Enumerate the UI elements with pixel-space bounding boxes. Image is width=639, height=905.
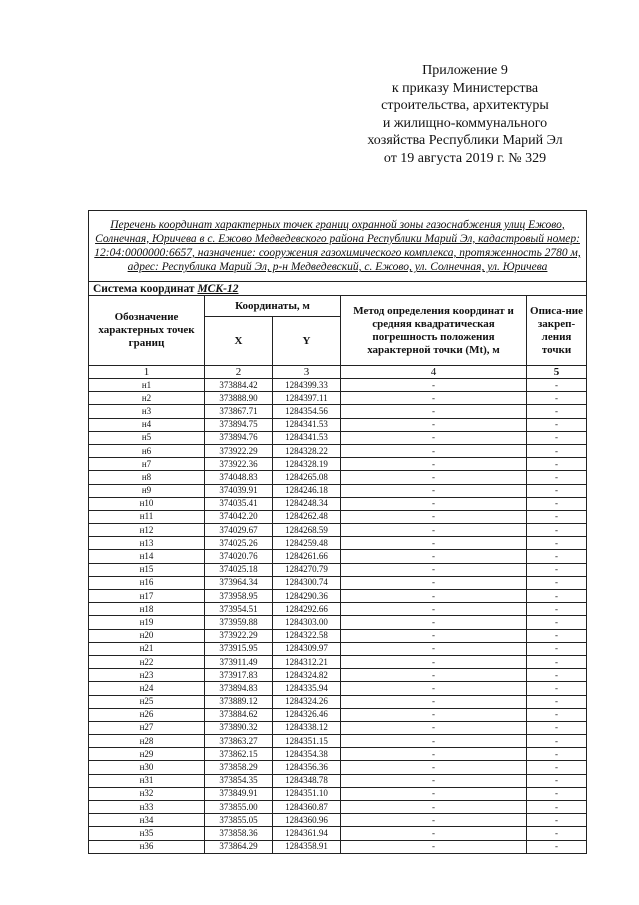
point-method: - [341,774,527,787]
point-description: - [527,431,587,444]
point-y: 1284259.48 [273,537,341,550]
table-row [89,669,587,682]
point-designation: н8 [89,471,205,484]
point-x: 373959.88 [205,616,273,629]
point-x: 373862.15 [205,748,273,761]
point-x: 373884.62 [205,708,273,721]
point-designation: н16 [89,576,205,589]
point-designation: н27 [89,721,205,734]
point-method: - [341,735,527,748]
point-description: - [527,682,587,695]
table-row [89,616,587,629]
point-description: - [527,774,587,787]
point-designation: н13 [89,537,205,550]
point-designation: н9 [89,484,205,497]
point-description: - [527,801,587,814]
point-description: - [527,392,587,405]
point-description: - [527,735,587,748]
point-designation: н1 [89,379,205,392]
point-x: 373917.83 [205,669,273,682]
point-x: 373889.12 [205,695,273,708]
table-row [89,708,587,721]
point-description: - [527,550,587,563]
table-row [89,761,587,774]
point-x: 373954.51 [205,603,273,616]
table-row [89,801,587,814]
point-description: - [527,590,587,603]
point-method: - [341,510,527,523]
point-method: - [341,418,527,431]
point-x: 373894.76 [205,431,273,444]
table-row [89,379,587,392]
header-coordinates: Координаты, м [205,296,341,317]
point-designation: н26 [89,708,205,721]
point-description: - [527,444,587,457]
point-y: 1284270.79 [273,563,341,576]
table-row [89,655,587,668]
point-method: - [341,576,527,589]
point-method: - [341,563,527,576]
point-designation: н5 [89,431,205,444]
point-description: - [527,642,587,655]
point-designation: н35 [89,827,205,840]
point-method: - [341,708,527,721]
point-method: - [341,405,527,418]
point-description: - [527,379,587,392]
header-x: X [205,317,273,366]
table-row [89,497,587,510]
point-designation: н19 [89,616,205,629]
point-y: 1284358.91 [273,840,341,853]
point-y: 1284338.12 [273,721,341,734]
point-y: 1284361.94 [273,827,341,840]
point-designation: н32 [89,787,205,800]
table-row [89,576,587,589]
point-description: - [527,748,587,761]
point-y: 1284303.00 [273,616,341,629]
table-row [89,735,587,748]
point-x: 374039.91 [205,484,273,497]
point-y: 1284290.36 [273,590,341,603]
table-row [89,774,587,787]
point-y: 1284399.33 [273,379,341,392]
point-designation: н31 [89,774,205,787]
point-y: 1284326.46 [273,708,341,721]
table-row [89,431,587,444]
point-method: - [341,695,527,708]
point-x: 374048.83 [205,471,273,484]
point-y: 1284360.96 [273,814,341,827]
point-designation: н14 [89,550,205,563]
point-y: 1284248.34 [273,497,341,510]
point-y: 1284261.66 [273,550,341,563]
header-y: Y [273,317,341,366]
point-method: - [341,682,527,695]
point-description: - [527,603,587,616]
point-x: 373863.27 [205,735,273,748]
table-row [89,840,587,853]
point-y: 1284246.18 [273,484,341,497]
point-x: 373964.34 [205,576,273,589]
point-x: 374025.26 [205,537,273,550]
point-description: - [527,405,587,418]
table-row [89,524,587,537]
point-x: 373855.00 [205,801,273,814]
point-designation: н4 [89,418,205,431]
point-method: - [341,471,527,484]
point-designation: н17 [89,590,205,603]
point-description: - [527,787,587,800]
point-x: 374035.41 [205,497,273,510]
point-designation: н20 [89,629,205,642]
point-method: - [341,524,527,537]
point-method: - [341,629,527,642]
point-x: 373884.42 [205,379,273,392]
point-designation: н24 [89,682,205,695]
point-method: - [341,379,527,392]
point-y: 1284265.08 [273,471,341,484]
point-designation: н23 [89,669,205,682]
point-method: - [341,537,527,550]
header-designation: Обозначение характерных точек границ [89,296,205,366]
table-row [89,510,587,523]
point-designation: н15 [89,563,205,576]
point-y: 1284328.22 [273,444,341,457]
table-row [89,392,587,405]
point-method: - [341,431,527,444]
point-description: - [527,484,587,497]
table-row [89,682,587,695]
point-x: 373911.49 [205,655,273,668]
point-designation: н11 [89,510,205,523]
table-row [89,787,587,800]
point-x: 374025.18 [205,563,273,576]
point-x: 373922.29 [205,629,273,642]
point-x: 373888.90 [205,392,273,405]
annex-header [330,62,600,167]
point-y: 1284341.53 [273,431,341,444]
point-designation: н30 [89,761,205,774]
table-row [89,418,587,431]
table-caption: Перечень координат характерных точек границ охранной зоны газоснабжения улиц Ежово, Солнечная, Юричева в с. Ежово Медведевского района Республики Марий Эл, кадастровый номер: 12:04:0000000:6657, назначение: сооружения газохимического комплекса, протяженность 2780 м, адрес: Республика Марий Эл, р-н Медведевский, с. Ежово, ул. Солнечная, ул. Юричева [89,211,587,282]
point-method: - [341,721,527,734]
coordinate-system: Система координат МСК-12 [89,282,587,296]
point-y: 1284268.59 [273,524,341,537]
table-row [89,563,587,576]
point-method: - [341,748,527,761]
point-method: - [341,603,527,616]
point-description: - [527,814,587,827]
point-x: 374020.76 [205,550,273,563]
point-x: 373858.29 [205,761,273,774]
point-designation: н6 [89,444,205,457]
annex-line: строительства, архитектуры [381,98,549,113]
point-y: 1284351.15 [273,735,341,748]
table-row [89,444,587,457]
point-y: 1284312.21 [273,655,341,668]
annex-line: к приказу Министерства [391,80,539,96]
point-designation: н21 [89,642,205,655]
annex-line: Приложение 9 [422,63,508,78]
point-description: - [527,827,587,840]
point-method: - [341,840,527,853]
point-method: - [341,814,527,827]
point-designation: н25 [89,695,205,708]
point-description: - [527,669,587,682]
point-method: - [341,590,527,603]
point-y: 1284322.58 [273,629,341,642]
point-x: 373958.95 [205,590,273,603]
point-y: 1284309.97 [273,642,341,655]
point-description: - [527,695,587,708]
point-designation: н33 [89,801,205,814]
point-description: - [527,458,587,471]
point-description: - [527,563,587,576]
table-row [89,603,587,616]
annex-line: хозяйства Республики Марий Эл [367,133,563,148]
point-x: 373849.91 [205,787,273,800]
table-row [89,590,587,603]
point-method: - [341,444,527,457]
point-description: - [527,524,587,537]
point-x: 373858.36 [205,827,273,840]
point-x: 374029.67 [205,524,273,537]
point-y: 1284300.74 [273,576,341,589]
point-y: 1284324.26 [273,695,341,708]
point-y: 1284354.56 [273,405,341,418]
point-description: - [527,497,587,510]
point-method: - [341,655,527,668]
point-description: - [527,840,587,853]
point-method: - [341,761,527,774]
table-row [89,695,587,708]
table-row [89,629,587,642]
point-designation: н18 [89,603,205,616]
point-y: 1284360.87 [273,801,341,814]
table-row [89,550,587,563]
point-description: - [527,629,587,642]
point-designation: н34 [89,814,205,827]
point-method: - [341,484,527,497]
point-x: 373854.35 [205,774,273,787]
column-number: 4 [341,366,527,379]
coordinate-system-value: МСК-12 [197,282,239,295]
point-method: - [341,392,527,405]
point-x: 374042.20 [205,510,273,523]
point-x: 373922.36 [205,458,273,471]
point-designation: н36 [89,840,205,853]
point-y: 1284341.53 [273,418,341,431]
point-description: - [527,576,587,589]
point-method: - [341,616,527,629]
point-x: 373864.29 [205,840,273,853]
point-x: 373855.05 [205,814,273,827]
table-row [89,721,587,734]
table-row [89,748,587,761]
point-y: 1284356.36 [273,761,341,774]
table-row [89,537,587,550]
point-y: 1284292.66 [273,603,341,616]
point-y: 1284351.10 [273,787,341,800]
coordinates-table [88,210,587,854]
point-designation: н29 [89,748,205,761]
point-method: - [341,497,527,510]
point-description: - [527,761,587,774]
point-y: 1284397.11 [273,392,341,405]
table-row [89,405,587,418]
point-x: 373915.95 [205,642,273,655]
point-description: - [527,616,587,629]
table-row [89,458,587,471]
point-x: 373890.32 [205,721,273,734]
table-row [89,814,587,827]
column-number: 5 [527,366,587,379]
point-method: - [341,827,527,840]
point-y: 1284335.94 [273,682,341,695]
annex-line: от 19 августа 2019 г. № 329 [383,150,547,166]
table-row [89,642,587,655]
point-description: - [527,721,587,734]
point-description: - [527,510,587,523]
annex-line: и жилищно-коммунального [382,115,548,131]
point-designation: н7 [89,458,205,471]
point-y: 1284328.19 [273,458,341,471]
point-designation: н3 [89,405,205,418]
point-y: 1284348.78 [273,774,341,787]
point-description: - [527,655,587,668]
point-designation: н12 [89,524,205,537]
point-designation: н28 [89,735,205,748]
point-method: - [341,550,527,563]
header-method: Метод определения координат и средняя квадратическая погрешность положения характерной точки (Mt), м [341,296,527,366]
header-description: Описа-ние закреп-ления точки [527,296,587,366]
column-number: 2 [205,366,273,379]
point-description: - [527,537,587,550]
point-method: - [341,669,527,682]
table-row [89,484,587,497]
point-y: 1284324.82 [273,669,341,682]
point-method: - [341,458,527,471]
column-number: 1 [89,366,205,379]
column-number: 3 [273,366,341,379]
point-y: 1284354.38 [273,748,341,761]
point-description: - [527,471,587,484]
table-row [89,471,587,484]
point-method: - [341,801,527,814]
point-description: - [527,708,587,721]
table-row [89,827,587,840]
point-x: 373894.83 [205,682,273,695]
point-designation: н2 [89,392,205,405]
point-x: 373894.75 [205,418,273,431]
point-x: 373867.71 [205,405,273,418]
point-description: - [527,418,587,431]
point-y: 1284262.48 [273,510,341,523]
point-method: - [341,642,527,655]
point-designation: н22 [89,655,205,668]
point-x: 373922.29 [205,444,273,457]
point-designation: н10 [89,497,205,510]
point-method: - [341,787,527,800]
